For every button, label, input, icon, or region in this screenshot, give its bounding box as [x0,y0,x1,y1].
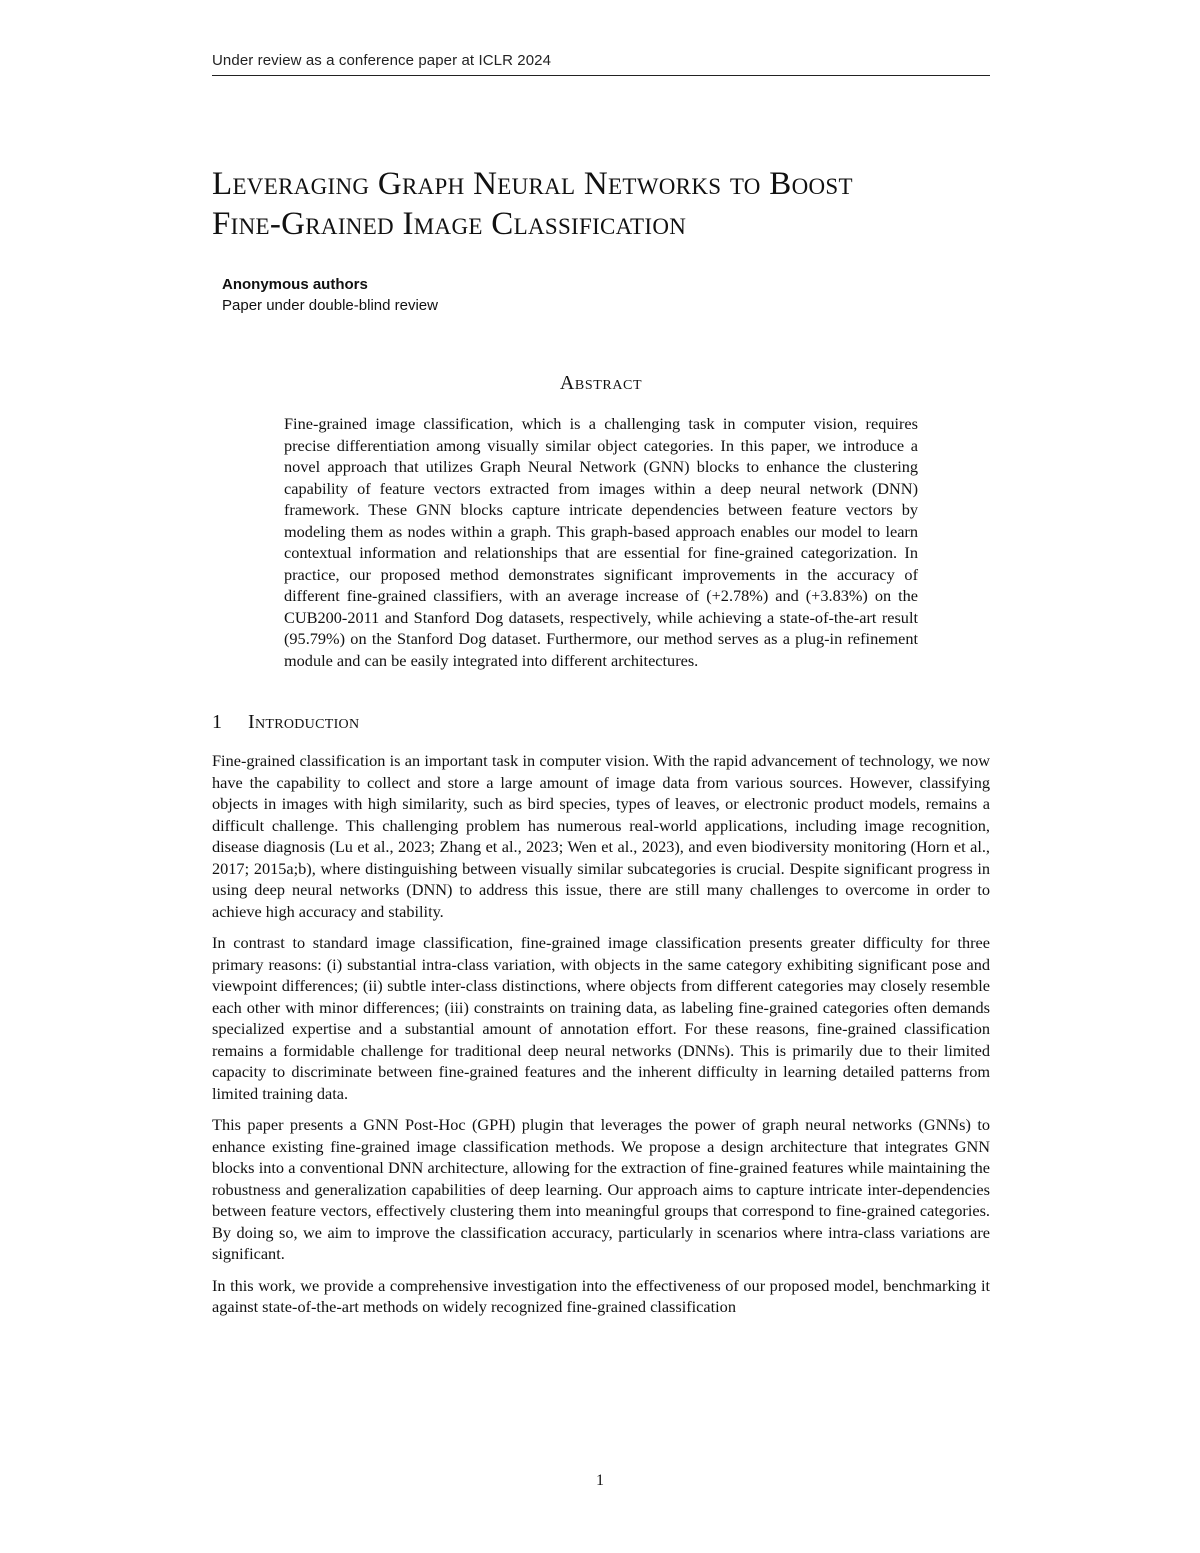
paragraph: In contrast to standard image classification, fine-grained image classification presents greater difficulty for three primary reasons: (i) substantial intra-class variation, with objects in the same category exhibiting significant pose and viewpoint differences; (ii) subtle inter-class distinctions, where objects from different categories may closely resemble each other with minor differences; (iii) constraints on training data, as labeling fine-grained categories often demands specialized expertise and a substantial amount of annotation effort. For these reasons, fine-grained classification remains a formidable challenge for traditional deep neural networks (DNNs). This is primarily due to their limited capacity to discriminate between fine-grained features and the inherent difficulty in learning detailed patterns from limited training data. [212,933,990,1103]
author-affiliation: Paper under double-blind review [222,297,438,314]
introduction-body [212,750,990,1318]
page-number: 1 [596,1472,604,1489]
paper-page [212,52,990,1328]
paper-title [212,164,990,244]
section-heading-introduction [212,711,990,734]
author-name: Anonymous authors [222,276,368,293]
running-header: Under review as a conference paper at ICLR 2024 [212,52,990,76]
paragraph: This paper presents a GNN Post-Hoc (GPH) plugin that leverages the power of graph neural networks (GNNs) to enhance existing fine-grained image classification methods. We propose a design architecture that integrates GNN blocks into a conventional DNN architecture, allowing for the extraction of fine-grained features while maintaining the robustness and generalization capabilities of deep learning. Our approach aims to capture intricate inter-dependencies between feature vectors, effectively clustering them into meaningful groups that correspond to fine-grained categories. By doing so, we aim to improve the classification accuracy, particularly in scenarios where intra-class variations are significant. [212,1115,990,1263]
abstract-text: Fine-grained image classification, which is a challenging task in computer vision, requires precise differentiation among visually similar object categories. In this paper, we introduce a novel approach that utilizes Graph Neural Network (GNN) blocks to enhance the clustering capability of feature vectors extracted from images within a deep neural network (DNN) framework. These GNN blocks capture intricate dependencies between feature vectors by modeling them as nodes within a graph. This graph-based approach enables our model to learn contextual information and relationships that are essential for fine-grained categorization. In practice, our proposed method demonstrates significant improvements in the accuracy of different fine-grained classifiers, with an average increase of (+2.78%) and (+3.83%) on the CUB200-2011 and Stanford Dog datasets, respectively, while achieving a state-of-the-art result (95.79%) on the Stanford Dog dataset. Furthermore, our method serves as a plug-in refinement module and can be easily integrated into different architectures. [284,414,918,670]
paper-title-line-2: Fine-Grained Image Classification [212,206,687,242]
paper-title-line-1: Leveraging Graph Neural Networks to Boost [212,166,853,202]
section-title: Introduction [248,711,360,733]
abstract-heading: Abstract [559,372,643,394]
author-block [222,274,990,316]
paragraph: In this work, we provide a comprehensive investigation into the effectiveness of our proposed model, benchmarking it against state-of-the-art methods on widely recognized fine-grained classification [212,1275,990,1316]
paragraph: Fine-grained classification is an important task in computer vision. With the rapid advancement of technology, we now have the capability to collect and store a large amount of image data from various sources. However, classifying objects in images with high similarity, such as bird species, types of leaves, or electronic product models, remains a difficult challenge. This challenging problem has numerous real-world applications, including image recognition, disease diagnosis (Lu et al., 2023; Zhang et al., 2023; Wen et al., 2023), and even biodiversity monitoring (Horn et al., 2017; 2015a;b), where distinguishing between visually similar subcategories is crucial. Despite significant progress in using deep neural networks (DNN) to address this issue, there are still many challenges to overcome in order to achieve high accuracy and stability. [212,751,990,921]
section-number: 1 [212,711,223,733]
